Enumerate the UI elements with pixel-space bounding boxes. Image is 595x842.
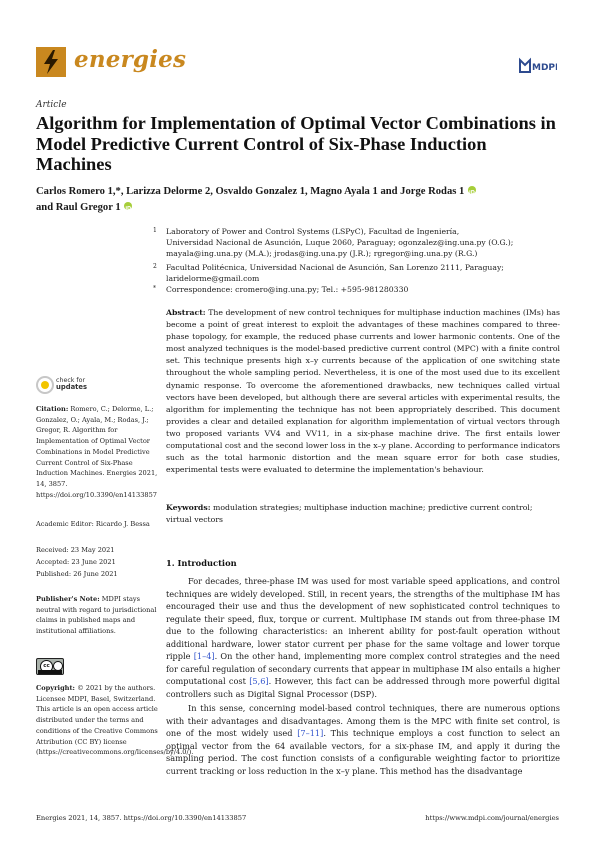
copyright-block [36, 683, 194, 758]
mdpi-logo-text: MDPI [532, 63, 557, 73]
affiliation-1: 1 Laboratory of Power and Control Systems (LSPyC), Facultad de Ingeniería, [153, 227, 460, 236]
footer-citation[interactable]: Energies 2021, 14, 3857. https://doi.org/10.3390/en14133857 [36, 814, 247, 822]
cc-badge-text: cc [40, 660, 53, 673]
author-names-2: and Raul Gregor 1 [36, 202, 121, 213]
paper-title: Algorithm for Implementation of Optimal Vector Combinations in Model Predictive Current Control of Six-Phase Induction Machines [36, 113, 556, 174]
academic-editor: Academic Editor: Ricardo J. Bessa [36, 520, 150, 528]
footer-journal-url[interactable]: https://www.mdpi.com/journal/energies [425, 814, 559, 822]
article-type: Article [36, 100, 67, 110]
received-date: Received: 23 May 2021 [36, 546, 115, 554]
authors-line-1 [36, 184, 556, 200]
check-updates-line1: check for [56, 377, 86, 384]
affil-mark: 2 [153, 263, 157, 270]
author-names: Carlos Romero 1,*, Larizza Delorme 2, Osvaldo Gonzalez 1, Magno Ayala 1 and Jorge Rodas 1 [36, 186, 465, 197]
paragraph-1: For decades, three-phase IM was used for most variable speed applications, and control techniques are widely developed. Still, in recent years, the strengths of the multiphase IM has encouraged their use and thus the development of new sophisticated control techniques to regulate their speed, flux, torque or current. Multiphase IM stands out from three-phase IM due to the following characteristics: an inherent ability for post-fault operation without additional hardware, lower stator current per phase for the same voltage and lower torque ripple [1–4]. On the other hand, implementing more complex control strategies and the need for careful regulation of secondary currents that appear in multiphase IM also entails a higher computational cost [5,6]. However, this fact can be addressed through more powerful digital controllers such as Digital Signal Processor (DSP). [166, 576, 560, 699]
affil-mark: * [153, 285, 156, 292]
orcid-icon[interactable] [468, 186, 476, 194]
copyright-label: Copyright: [36, 684, 75, 692]
citation-text: Romero, C.; Delorme, L.; Gonzalez, O.; Ayala, M.; Rodas, J.; Gregor, R. Algorithm for Implementation of Optimal Vector Combinations in Model Predictive Current Control of Six-Phase Induction Machines. Energies 2021, 14, 3857. https://doi.org/10.3390/en14133857 [36, 405, 158, 499]
correspondence: * Correspondence: cromero@ing.una.py; Tel.: +595-981280330 [153, 285, 409, 294]
published-date: Published: 26 June 2021 [36, 570, 118, 578]
publisher-note-text: MDPI stays neutral with regard to jurisdictional claims in published maps and institutional affiliations. [36, 595, 157, 636]
affil-mark: 1 [153, 227, 157, 234]
citation-link[interactable]: [5,6] [249, 676, 269, 686]
citation-link[interactable]: [1–4] [193, 651, 215, 661]
keywords-text: modulation strategies; multiphase induction machine; predictive current control; virtual vectors [166, 503, 533, 525]
affiliation-1-emails: mayala@ing.una.py (M.A.); jrodas@ing.una.py (J.R.); rgregor@ing.una.py (R.G.) [166, 249, 478, 258]
check-for-updates-button[interactable] [36, 375, 116, 397]
publisher-note [36, 594, 158, 637]
affiliation-1-cont: Universidad Nacional de Asunción, Luque 2060, Paraguay; ogonzalez@ing.una.py (O.G.); [166, 238, 514, 247]
publisher-note-label: Publisher's Note: [36, 595, 100, 603]
section-heading: 1. Introduction [166, 558, 237, 568]
authors-line-2 [36, 200, 556, 216]
journal-logo-icon [36, 47, 66, 77]
abstract [166, 307, 560, 476]
abstract-label: Abstract: [166, 308, 206, 317]
mdpi-logo-icon[interactable] [517, 55, 557, 75]
affiliation-2-email: laridelorme@gmail.com [166, 274, 260, 283]
cc-by-license-icon[interactable] [36, 658, 64, 675]
abstract-text: The development of new control techniques for multiphase induction machines (IMs) has become a point of great interest to exploit the advantages of these machines compared to three-phase topology, for example, the reduced phase currents and lower harmonic contents. One of the most analyzed techniques is the model-based predictive current control (MPC) with a finite control set. This technique presents high x–y currents because of the application of one switching state throughout the whole sampling period. Nevertheless, it is one of the most used due to its excellent dynamic response. To overcome the aforementioned drawbacks, new techniques called virtual vectors have been developed, but although there are several articles with experimental results, the algorithm for implementing the technique has not been appropriately described. This document provides a clear and detailed explanation for algorithm implementation of virtual vectors through two proposed variants VV4 and VV11, in a six-phase machine drive. The first entails lower computational cost and the second lower loss in the x–y plane. According to performance indicators such as the total harmonic distortion and the mean square error for both case studies, experimental tests were evaluated to determine the implementation's behaviour. [166, 308, 560, 475]
copyright-text: © 2021 by the authors. Licensee MDPI, Basel, Switzerland. This article is an open access article distributed under the terms and conditions of the Creative Commons Attribution (CC BY) license (https://creativecommons.org/licenses/by/4.0/). [36, 684, 194, 757]
check-updates-icon [36, 376, 54, 394]
keywords [166, 502, 560, 526]
orcid-icon[interactable] [124, 202, 132, 210]
paragraph-2: In this sense, concerning model-based control techniques, there are numerous options with their advantages and disadvantages. Among them is the MPC with finite set control, is one of the most widely used [7–11]. This technique employs a cost function to select an optimal vector from the 64 available vectors, for a six-phase IM, and apply it during the sampling period. The cost function consists of a configurable weighting factor to prioritize current tracking or loss reduction in the x–y plane. This method has the disadvantage [166, 703, 560, 776]
author-list [36, 184, 556, 216]
check-updates-line2: updates [56, 383, 88, 391]
affiliation-2: 2 Facultad Politécnica, Universidad Nacional de Asunción, San Lorenzo 2111, Paraguay; [153, 263, 504, 272]
citation-block [36, 404, 158, 500]
citation-link[interactable]: [7–11] [297, 728, 324, 738]
journal-name[interactable]: energies [74, 46, 187, 73]
accepted-date: Accepted: 23 June 2021 [36, 558, 116, 566]
citation-label: Citation: [36, 405, 69, 413]
keywords-label: Keywords: [166, 503, 211, 512]
